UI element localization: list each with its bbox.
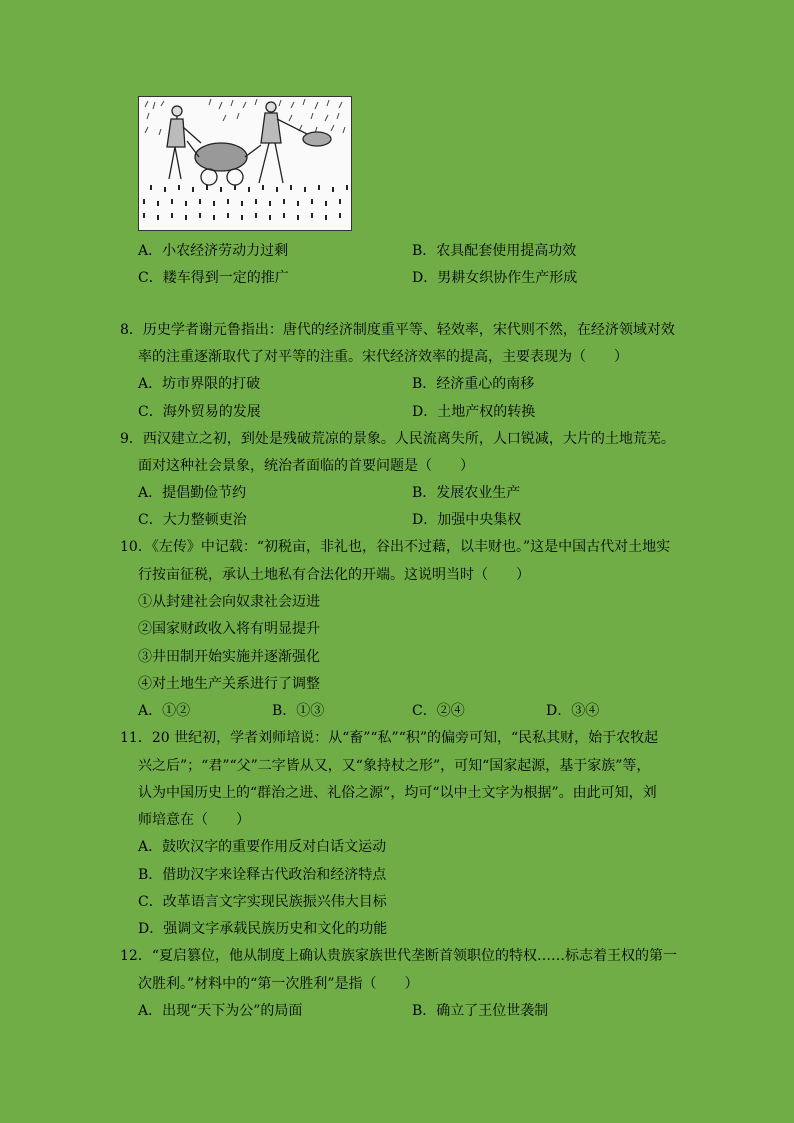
q12-stem-line-1: 12．“夏启篡位，他从制度上确认贵族家族世代垄断首领职位的特权……标志着王权的第一: [120, 948, 677, 964]
q9-option-a: A．提倡勤俭节约: [138, 485, 247, 501]
q9-stem-line-1: 9．西汉建立之初，到处是残破荒凉的景象。人民流离失所，人口锐减，大片的土地荒芜。: [120, 431, 675, 447]
q9-option-d: D．加强中央集权: [412, 512, 522, 528]
q7-option-d: D．男耕女织协作生产形成: [412, 270, 578, 286]
q7-option-a: A．小农经济劳动力过剩: [138, 243, 289, 259]
q10-item-3: ③井田制开始实施并逐渐强化: [138, 649, 320, 665]
q10-option-b: B．①③: [272, 703, 325, 719]
q11-option-d: D．强调文字承载民族历史和文化的功能: [138, 921, 388, 937]
q8-stem-line-1: 8．历史学者谢元鲁指出：唐代的经济制度重平等、轻效率，宋代则不然，在经济领域对效: [120, 322, 675, 338]
q8-stem-line-2: 率的注重逐渐取代了对平等的注重。宋代经济效率的提高，主要表现为（ ）: [138, 349, 628, 365]
q10-item-2: ②国家财政收入将有明显提升: [138, 621, 320, 637]
q12-option-a: A．出现“天下为公”的局面: [138, 1003, 303, 1019]
q11-stem-line-1: 11．20 世纪初，学者刘师培说：从“畜”“私”“积”的偏旁可知，“民私其财，始于农牧起: [120, 730, 659, 746]
q12-option-b: B．确立了王位世袭制: [412, 1003, 549, 1019]
q10-option-c: C．②④: [412, 703, 465, 719]
q11-stem-line-3: 认为中国历史上的“群治之进、礼俗之源”，均可“以中土文字为根据”。由此可知，刘: [138, 785, 657, 801]
q11-option-b: B．借助汉字来诠释古代政治和经济特点: [138, 867, 387, 883]
q9-option-b: B．发展农业生产: [412, 485, 521, 501]
q7-option-b: B．农具配套使用提高功效: [412, 243, 577, 259]
q8-option-b: B．经济重心的南移: [412, 376, 535, 392]
q9-stem-line-2: 面对这种社会景象，统治者面临的首要问题是（ ）: [138, 458, 474, 474]
farming-illustration: [138, 96, 352, 231]
q10-option-a: A．①②: [138, 703, 191, 719]
q8-option-a: A．坊市界限的打破: [138, 376, 261, 392]
q10-stem-line-2: 行按亩征税，承认土地私有合法化的开端。这说明当时（ ）: [138, 567, 530, 583]
q8-option-d: D．土地产权的转换: [412, 404, 536, 420]
q10-item-1: ①从封建社会向奴隶社会迈进: [138, 594, 320, 610]
q10-item-4: ④对土地生产关系进行了调整: [138, 676, 320, 692]
q12-stem-line-2: 次胜利。”材料中的“第一次胜利”是指（ ）: [138, 976, 419, 992]
q11-stem-line-4: 师培意在（ ）: [138, 812, 250, 828]
q10-stem-line-1: 10．《左传》中记载：“初税亩，非礼也，谷出不过藉，以丰财也。”这是中国古代对土地实: [120, 539, 671, 555]
q8-option-c: C．海外贸易的发展: [138, 404, 261, 420]
q11-option-c: C．改革语言文字实现民族振兴伟大目标: [138, 894, 387, 910]
q11-stem-line-2: 兴之后”；“君”“父”二字皆从又，又“象持杖之形”，可知“国家起源，基于家族”等，: [138, 758, 651, 774]
q10-option-d: D．③④: [546, 703, 600, 719]
q9-option-c: C．大力整顿吏治: [138, 512, 247, 528]
q11-option-a: A．鼓吹汉字的重要作用反对白话文运动: [138, 839, 387, 855]
q7-option-c: C．耧车得到一定的推广: [138, 270, 289, 286]
farmers-sowing-image: [139, 97, 351, 230]
